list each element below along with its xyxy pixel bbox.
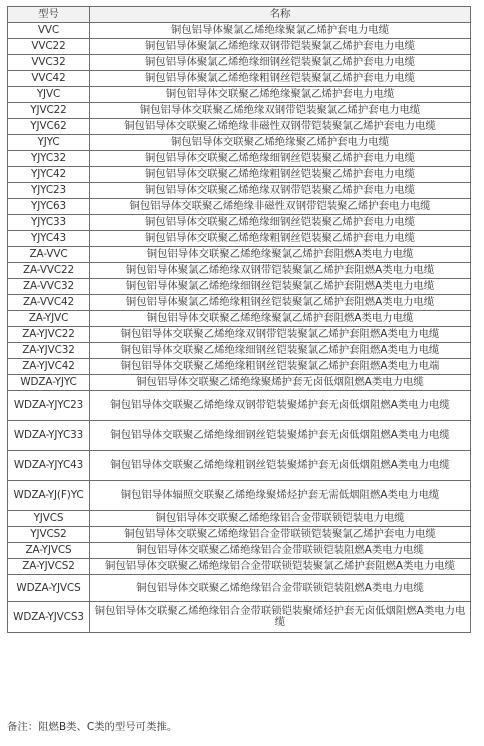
table-row — [8, 391, 471, 421]
cell-name: 铜包铝导体交联聚乙烯绝缘聚乙烯护套电力电缆 — [90, 135, 471, 151]
cell-model: YJYC42 — [8, 167, 90, 183]
cell-model: ZA-VVC — [8, 247, 90, 263]
cell-name: 铜包铝导体交联聚乙烯绝缘粗钢丝铠装聚氯乙烯护套阻燃A类电力电端 — [90, 359, 471, 375]
table-row — [8, 247, 471, 263]
cell-model: ZA-VVC22 — [8, 263, 90, 279]
cell-model: VVC32 — [8, 55, 90, 71]
table-row — [8, 343, 471, 359]
cell-model: WDZA-YJYC43 — [8, 451, 90, 481]
cell-model: ZA-YJVC22 — [8, 327, 90, 343]
cell-name: 铜包铝导体交联聚乙烯绝缘聚氯乙烯护套阻燃A类电力电缆 — [90, 311, 471, 327]
table-row — [8, 295, 471, 311]
cell-model: YJYC63 — [8, 199, 90, 215]
cell-name: 铜包铝导体交联聚乙烯绝缘非磁性双钢带铠装聚氯乙烯护套电力电缆 — [90, 119, 471, 135]
cell-name: 铜包铝导体交联聚乙烯绝缘细钢丝铠装聚乙烯护套电力电缆 — [90, 151, 471, 167]
cell-model: VVC42 — [8, 71, 90, 87]
cell-name: 铜包铝导体聚氯乙烯绝缘聚氯乙烯护套电力电缆 — [90, 23, 471, 39]
table-row — [8, 575, 471, 602]
cell-name: 铜包铝导体交联聚乙烯绝缘粗钢丝铠装聚乙烯护套电力电缆 — [90, 167, 471, 183]
cell-model: ZA-VVC32 — [8, 279, 90, 295]
cell-model: WDZA-YJVCS3 — [8, 602, 90, 633]
cell-name: 铜包铝导体辐照交联聚乙烯绝缘聚烯烃护套无需低烟阻燃A类电力电缆 — [90, 481, 471, 511]
cell-model: WDZA-YJYC — [8, 375, 90, 391]
cell-model: YJVC62 — [8, 119, 90, 135]
cable-model-table — [7, 6, 471, 633]
cell-model: WDZA-YJYC23 — [8, 391, 90, 421]
cell-name: 铜包铝导体聚氯乙烯绝缘双钢带铠装聚氯乙烯护套阻燃A类电力电缆 — [90, 263, 471, 279]
table-row — [8, 87, 471, 103]
cell-name: 铜包铝导体交联聚乙烯绝缘双钢带铠装聚乙烯护套电力电缆 — [90, 183, 471, 199]
cell-name: 铜包铝导体交联聚乙烯绝缘铝合金带联锁铠装阻燃A类电力电缆 — [90, 543, 471, 559]
table-row — [8, 231, 471, 247]
table-body — [8, 23, 471, 633]
table-row — [8, 135, 471, 151]
cell-name: 铜包铝导体交联聚乙烯绝缘细钢丝铠装聚烯护套无卤低烟阻燃A类电力电缆 — [90, 421, 471, 451]
cell-model: ZA-VVC42 — [8, 295, 90, 311]
cell-name: 铜包铝导体聚氯乙烯绝缘细钢丝铠装聚氯乙烯护套电力电缆 — [90, 55, 471, 71]
table-row — [8, 183, 471, 199]
cell-model: YJYC32 — [8, 151, 90, 167]
cell-name: 铜包铝导体交联聚乙烯绝缘双钢带铠装聚氯乙烯护套电力电缆 — [90, 103, 471, 119]
table-row — [8, 263, 471, 279]
cell-name: 铜包铝导体交联聚乙烯绝缘细钢丝铠装聚乙烯护套电力电缆 — [90, 215, 471, 231]
table-row — [8, 39, 471, 55]
cell-name: 铜包铝导体交联聚乙烯绝缘铝合金带联锁铠装聚烯烃护套无卤低烟阻燃A类电力电缆 — [90, 602, 471, 633]
table-row — [8, 511, 471, 527]
cell-model: WDZA-YJYC33 — [8, 421, 90, 451]
cell-name: 铜包铝导体交联聚乙烯绝缘粗钢丝铠装聚乙烯护套电力电缆 — [90, 231, 471, 247]
cell-name: 铜包铝导体交联聚乙烯绝缘铝合金带联锁铠装聚氯乙烯护套电力电缆 — [90, 527, 471, 543]
cell-name: 铜包铝导体交联聚乙烯绝缘非磁性双钢带铠装聚乙烯护套电力电缆 — [90, 199, 471, 215]
table-row — [8, 559, 471, 575]
header-model: 型号 — [8, 7, 90, 23]
cell-model: YJVCS — [8, 511, 90, 527]
cell-name: 铜包铝导体交联聚乙烯绝缘双钢带铠装聚氯乙烯护套阻燃A类电力电缆 — [90, 327, 471, 343]
table-row — [8, 71, 471, 87]
table-row — [8, 602, 471, 633]
table-row — [8, 215, 471, 231]
table-row — [8, 103, 471, 119]
header-name: 名称 — [90, 7, 471, 23]
table-header-row — [8, 7, 471, 23]
cell-name: 铜包铝导体交联聚乙烯绝缘双钢带铠装聚烯护套无卤低烟阻燃A类电力电缆 — [90, 391, 471, 421]
cell-name: 铜包铝导体聚氯乙烯绝缘粗钢丝铠装聚氯乙烯护套电力电缆 — [90, 71, 471, 87]
cell-model: YJYC — [8, 135, 90, 151]
cell-model: YJYC43 — [8, 231, 90, 247]
cell-model: ZA-YJVC42 — [8, 359, 90, 375]
cell-name: 铜包铝导体聚氯乙烯绝缘粗钢丝铠装聚氯乙烯护套阻燃A类电力电缆 — [90, 295, 471, 311]
table-row — [8, 119, 471, 135]
table-row — [8, 55, 471, 71]
cell-model: ZA-YJVC — [8, 311, 90, 327]
table-row — [8, 543, 471, 559]
cell-model: WDZA-YJVCS — [8, 575, 90, 602]
cell-model: YJYC23 — [8, 183, 90, 199]
cell-model: ZA-YJVC32 — [8, 343, 90, 359]
table-row — [8, 167, 471, 183]
cell-model: YJVC22 — [8, 103, 90, 119]
cell-model: YJVC — [8, 87, 90, 103]
cell-name: 铜包铝导体聚氯乙烯绝缘双钢带铠装聚氯乙烯护套电力电缆 — [90, 39, 471, 55]
cell-model: VVC22 — [8, 39, 90, 55]
footnote: 备注：阻燃B类、C类的型号可类推。 — [7, 721, 178, 733]
table-row — [8, 311, 471, 327]
cell-name: 铜包铝导体交联聚乙烯绝缘铝合金带联锁铠装聚氯乙烯护套阻燃A类电力电缆 — [90, 559, 471, 575]
table-row — [8, 359, 471, 375]
cell-model: ZA-YJVCS — [8, 543, 90, 559]
cell-name: 铜包铝导体聚氯乙烯绝缘细钢丝铠装聚氯乙烯护套阻燃A类电力电缆 — [90, 279, 471, 295]
cell-model: YJYC33 — [8, 215, 90, 231]
cell-name: 铜包铝导体交联聚乙烯绝缘聚氯乙烯护套电力电缆 — [90, 87, 471, 103]
table-row — [8, 151, 471, 167]
table-row — [8, 23, 471, 39]
cell-name: 铜包铝导体交联聚乙烯绝缘细钢丝铠装聚氯乙烯护套阻燃A类电力电缆 — [90, 343, 471, 359]
cell-model: WDZA-YJ(F)YC — [8, 481, 90, 511]
cell-name: 铜包铝导体交联聚乙烯绝缘铝合金带联锁铠装电力电缆 — [90, 511, 471, 527]
table-row — [8, 327, 471, 343]
table-row — [8, 421, 471, 451]
table-row — [8, 199, 471, 215]
cell-model: ZA-YJVCS2 — [8, 559, 90, 575]
cell-model: VVC — [8, 23, 90, 39]
cell-name: 铜包铝导体交联聚乙烯绝缘粗钢丝铠装聚烯护套无卤低烟阻燃A类电力电缆 — [90, 451, 471, 481]
cell-name: 铜包铝导体交联聚乙烯绝缘铝合金带联锁铠装阻燃A类电力电缆 — [90, 575, 471, 602]
table-row — [8, 527, 471, 543]
cell-model: YJVCS2 — [8, 527, 90, 543]
cell-name: 铜包铝导体交联聚乙烯绝缘聚烯护套无卤低烟阻燃A类电力电缆 — [90, 375, 471, 391]
table-row — [8, 481, 471, 511]
cell-name: 铜包铝导体交联聚乙烯绝缘聚氯乙烯护套阻燃A类电力电缆 — [90, 247, 471, 263]
table-row — [8, 451, 471, 481]
table-row — [8, 279, 471, 295]
table-row — [8, 375, 471, 391]
